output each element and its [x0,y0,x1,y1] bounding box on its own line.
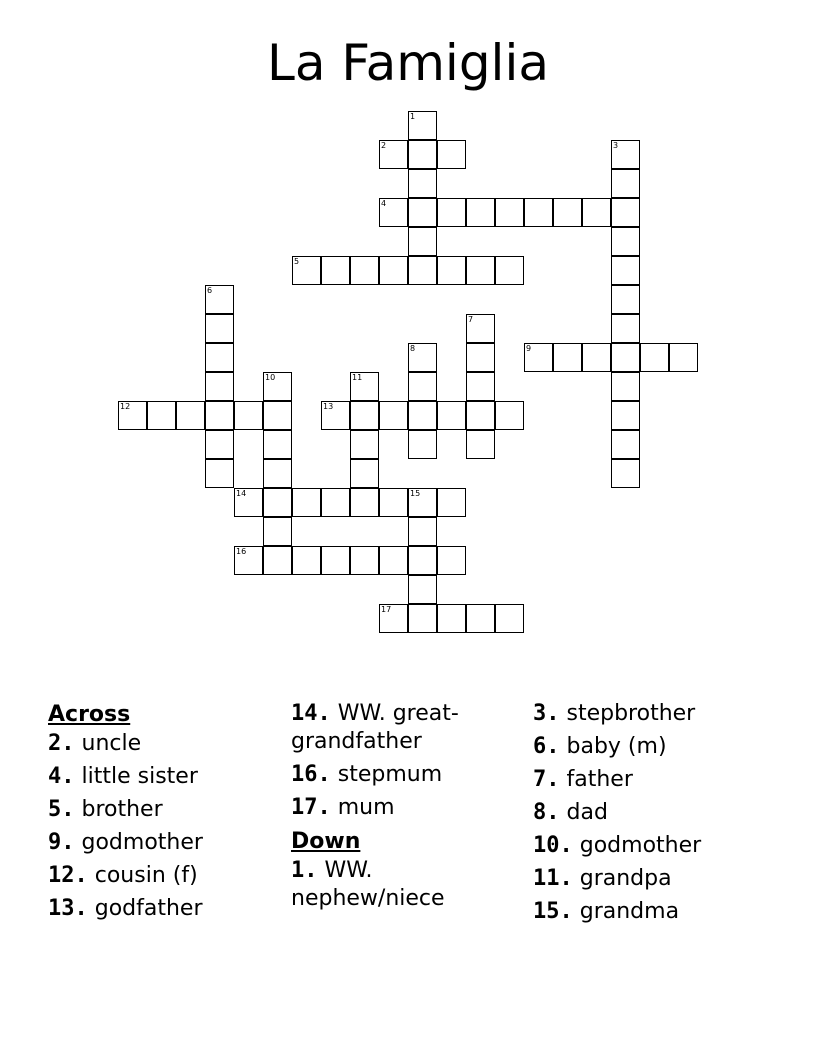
clue-down: 7. father [533,767,633,792]
grid-cell[interactable] [408,604,437,633]
clue-across: 5. brother [48,797,163,822]
grid-cell[interactable] [292,546,321,575]
grid-cell[interactable] [321,488,350,517]
clues-column-1 [48,700,278,928]
grid-cell[interactable] [408,343,437,372]
across-heading: Across [48,702,131,727]
grid-cell[interactable] [408,430,437,459]
clue-across: 12. cousin (f) [48,863,198,888]
grid-cell[interactable] [466,256,495,285]
cell-number: 4 [381,199,387,208]
clue-across: 4. little sister [48,764,198,789]
clue-across: 9. godmother [48,830,203,855]
clue-down: 10. godmother [533,833,702,858]
grid-cell[interactable] [408,140,437,169]
grid-cell[interactable] [205,343,234,372]
grid-cell[interactable] [408,227,437,256]
cell-number: 5 [294,257,300,266]
cell-number: 11 [352,373,363,382]
grid-cell[interactable] [263,401,292,430]
grid-cell[interactable] [205,314,234,343]
grid-cell[interactable] [408,169,437,198]
grid-cell[interactable] [495,256,524,285]
grid-cell[interactable] [205,430,234,459]
grid-cell[interactable] [408,488,437,517]
clue-down: 15. grandma [533,899,680,924]
grid-cell[interactable] [437,198,466,227]
cell-number: 9 [526,344,532,353]
grid-cell[interactable] [611,343,640,372]
grid-cell[interactable] [350,372,379,401]
grid-cell[interactable] [350,256,379,285]
grid-cell[interactable] [582,198,611,227]
grid-cell[interactable] [176,401,205,430]
grid-cell[interactable] [408,256,437,285]
grid-cell[interactable] [263,488,292,517]
cell-number: 17 [381,605,392,614]
grid-cell[interactable] [408,111,437,140]
cell-number: 12 [120,402,131,411]
clues-column-3 [533,700,803,931]
grid-cell[interactable] [408,517,437,546]
grid-cell[interactable] [205,372,234,401]
grid-cell[interactable] [147,401,176,430]
down-heading: Down [291,829,361,854]
grid-cell[interactable] [263,459,292,488]
grid-cell[interactable] [437,546,466,575]
grid-cell[interactable] [263,372,292,401]
grid-cell[interactable] [263,546,292,575]
grid-cell[interactable] [437,604,466,633]
grid-cell[interactable] [437,256,466,285]
grid-cell[interactable] [553,198,582,227]
grid-cell[interactable] [350,546,379,575]
grid-cell[interactable] [263,430,292,459]
grid-cell[interactable] [234,401,263,430]
grid-cell[interactable] [408,198,437,227]
grid-cell[interactable] [437,401,466,430]
grid-cell[interactable] [292,256,321,285]
grid-cell[interactable] [321,256,350,285]
grid-cell[interactable] [466,401,495,430]
grid-cell[interactable] [379,488,408,517]
clue-down: 11. grandpa [533,866,672,891]
grid-cell[interactable] [466,604,495,633]
grid-cell[interactable] [611,459,640,488]
grid-cell[interactable] [582,343,611,372]
grid-cell[interactable] [379,198,408,227]
clue-across: 17. mum [291,795,395,820]
grid-cell[interactable] [350,401,379,430]
grid-cell[interactable] [466,314,495,343]
grid-cell[interactable] [379,546,408,575]
cell-number: 10 [265,373,276,382]
grid-cell[interactable] [611,140,640,169]
cell-number: 1 [410,112,416,121]
grid-cell[interactable] [495,401,524,430]
cell-number: 7 [468,315,474,324]
grid-cell[interactable] [350,488,379,517]
grid-cell[interactable] [611,169,640,198]
grid-cell[interactable] [553,343,582,372]
grid-cell[interactable] [466,198,495,227]
grid-cell[interactable] [640,343,669,372]
cell-number: 8 [410,344,416,353]
cell-number: 16 [236,547,247,556]
grid-cell[interactable] [379,140,408,169]
clue-down: 8. dad [533,800,608,825]
grid-cell[interactable] [495,604,524,633]
cell-number: 15 [410,489,421,498]
grid-cell[interactable] [408,401,437,430]
grid-cell[interactable] [669,343,698,372]
grid-cell[interactable] [350,430,379,459]
grid-cell[interactable] [379,401,408,430]
grid-cell[interactable] [408,575,437,604]
cell-number: 13 [323,402,334,411]
clue-across: 14. WW. great-grandfather [291,701,459,754]
clue-down: 3. stepbrother [533,701,696,726]
clue-down: 1. WW. nephew/niece [291,858,445,911]
grid-cell[interactable] [118,401,147,430]
grid-cell[interactable] [611,372,640,401]
grid-cell[interactable] [379,256,408,285]
grid-cell[interactable] [350,459,379,488]
grid-cell[interactable] [408,546,437,575]
clue-across: 2. uncle [48,731,142,756]
grid-cell[interactable] [466,372,495,401]
grid-cell[interactable] [611,401,640,430]
grid-cell[interactable] [611,430,640,459]
grid-cell[interactable] [205,459,234,488]
grid-cell[interactable] [205,285,234,314]
cell-number: 3 [613,141,619,150]
grid-cell[interactable] [205,401,234,430]
grid-cell[interactable] [321,401,350,430]
grid-cell[interactable] [611,198,640,227]
clue-across: 13. godfather [48,896,203,921]
grid-cell[interactable] [611,227,640,256]
grid-cell[interactable] [379,604,408,633]
clue-down: 6. baby (m) [533,734,667,759]
grid-cell[interactable] [321,546,350,575]
grid-cell[interactable] [466,430,495,459]
grid-cell[interactable] [495,198,524,227]
grid-cell[interactable] [437,488,466,517]
cell-number: 2 [381,141,387,150]
clue-across: 16. stepmum [291,762,443,787]
grid-cell[interactable] [234,488,263,517]
grid-cell[interactable] [466,343,495,372]
clues-column-2 [291,700,526,918]
grid-cell[interactable] [611,314,640,343]
grid-cell[interactable] [524,343,553,372]
cell-number: 14 [236,489,247,498]
page-title: La Famiglia [267,34,549,92]
grid-cell[interactable] [292,488,321,517]
cell-number: 6 [207,286,213,295]
grid-cell[interactable] [263,517,292,546]
grid-cell[interactable] [611,256,640,285]
grid-cell[interactable] [437,140,466,169]
grid-cell[interactable] [524,198,553,227]
grid-cell[interactable] [408,372,437,401]
grid-cell[interactable] [234,546,263,575]
grid-cell[interactable] [611,285,640,314]
